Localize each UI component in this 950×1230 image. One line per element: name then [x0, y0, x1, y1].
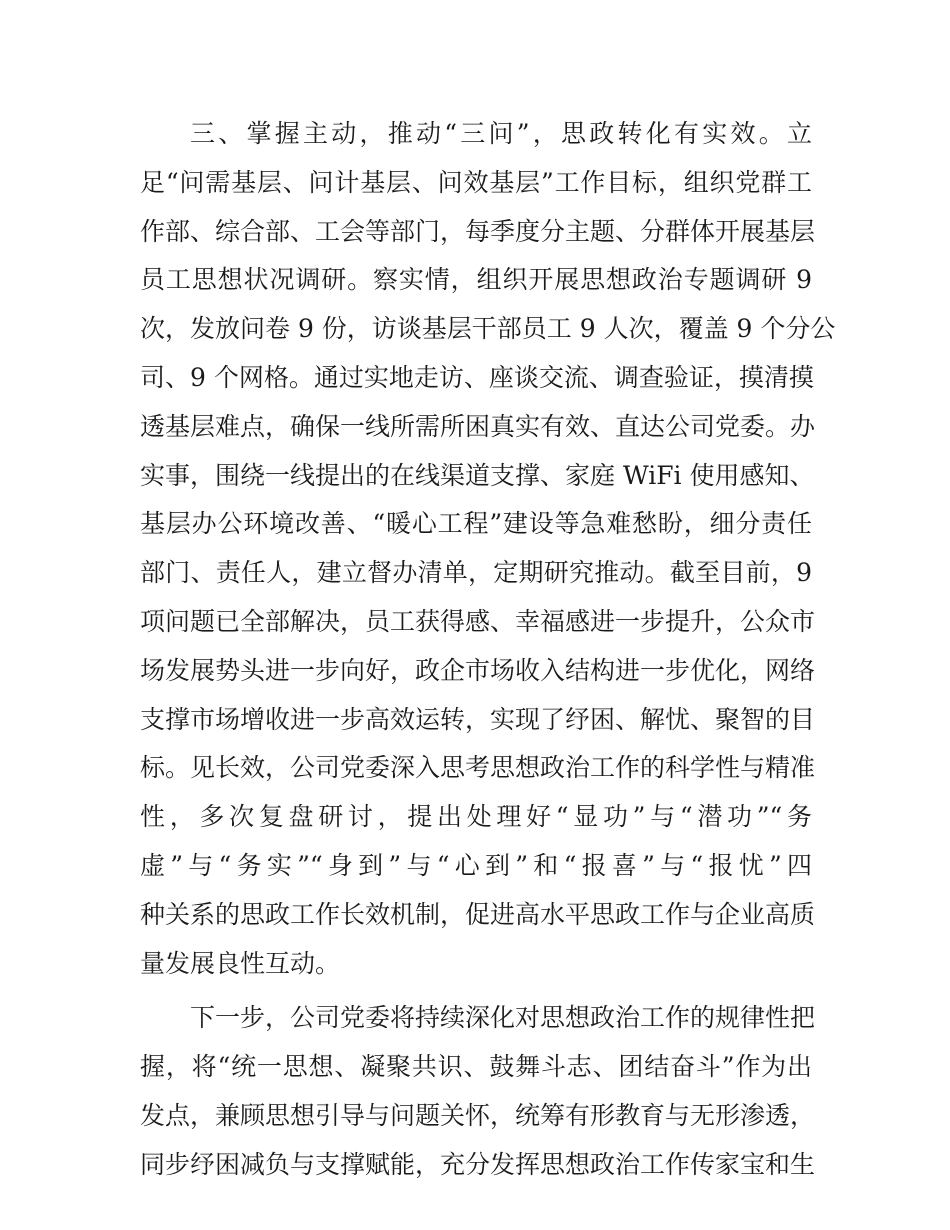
- text-line: 下一步，公司党委将持续深化对思想政治工作的规律性把: [190, 1003, 816, 1033]
- document-body: [140, 110, 836, 1190]
- paragraph-1: [140, 110, 836, 988]
- text-line: 足“问需基层、问计基层、问效基层”工作目标，组织党群工: [140, 167, 812, 197]
- text-line: 作部、综合部、工会等部门，每季度分主题、分群体开展基层: [140, 216, 816, 246]
- text-line: 支撑市场增收进一步高效运转，实现了纾困、解忧、聚智的目: [140, 704, 816, 734]
- text-line: 实事，围绕一线提出的在线渠道支撑、家庭 WiFi 使用感知、: [140, 460, 815, 490]
- text-line: 透基层难点，确保一线所需所困真实有效、直达公司党委。办: [140, 411, 816, 441]
- text-line: 项问题已全部解决，员工获得感、幸福感进一步提升，公众市: [140, 606, 816, 636]
- text-line: 三、掌握主动，推动“三问”，思政转化有实效。立: [190, 119, 812, 148]
- text-line: 同步纾困减负与支撑赋能，充分发挥思想政治工作传家宝和生: [140, 1149, 816, 1179]
- text-line: 种关系的思政工作长效机制，促进高水平思政工作与企业高质: [140, 899, 816, 929]
- text-line: 发点，兼顾思想引导与问题关怀，统筹有形教育与无形渗透，: [140, 1100, 816, 1130]
- text-line: 司、9 个网格。通过实地走访、座谈交流、调查验证，摸清摸: [140, 362, 814, 392]
- text-line: 握，将“统一思想、凝聚共识、鼓舞斗志、团结奋斗”作为出: [140, 1052, 812, 1082]
- paragraph-2: [140, 994, 816, 1189]
- text-line: 次，发放问卷 9 份，访谈基层干部员工 9 人次，覆盖 9 个分公: [140, 314, 836, 344]
- text-line: 员工思想状况调研。察实情，组织开展思想政治专题调研 9: [140, 265, 812, 295]
- text-line: 部门、责任人，建立督办清单，定期研究推动。截至目前，9: [140, 558, 812, 588]
- text-line: 场发展势头进一步向好，政企市场收入结构进一步优化，网络: [140, 655, 816, 685]
- text-line: 性，多次复盘研讨，提出处理好“显功”与“潜功”“务: [140, 802, 812, 832]
- text-line: 虚”与“务实”“身到”与“心到”和“报喜”与“报忧”四: [140, 850, 812, 880]
- text-line: 基层办公环境改善、“暖心工程”建设等急难愁盼，细分责任: [140, 509, 812, 539]
- text-line: 量发展良性互动。: [140, 948, 341, 978]
- text-line: 标。见长效，公司党委深入思考思想政治工作的科学性与精准: [140, 753, 816, 783]
